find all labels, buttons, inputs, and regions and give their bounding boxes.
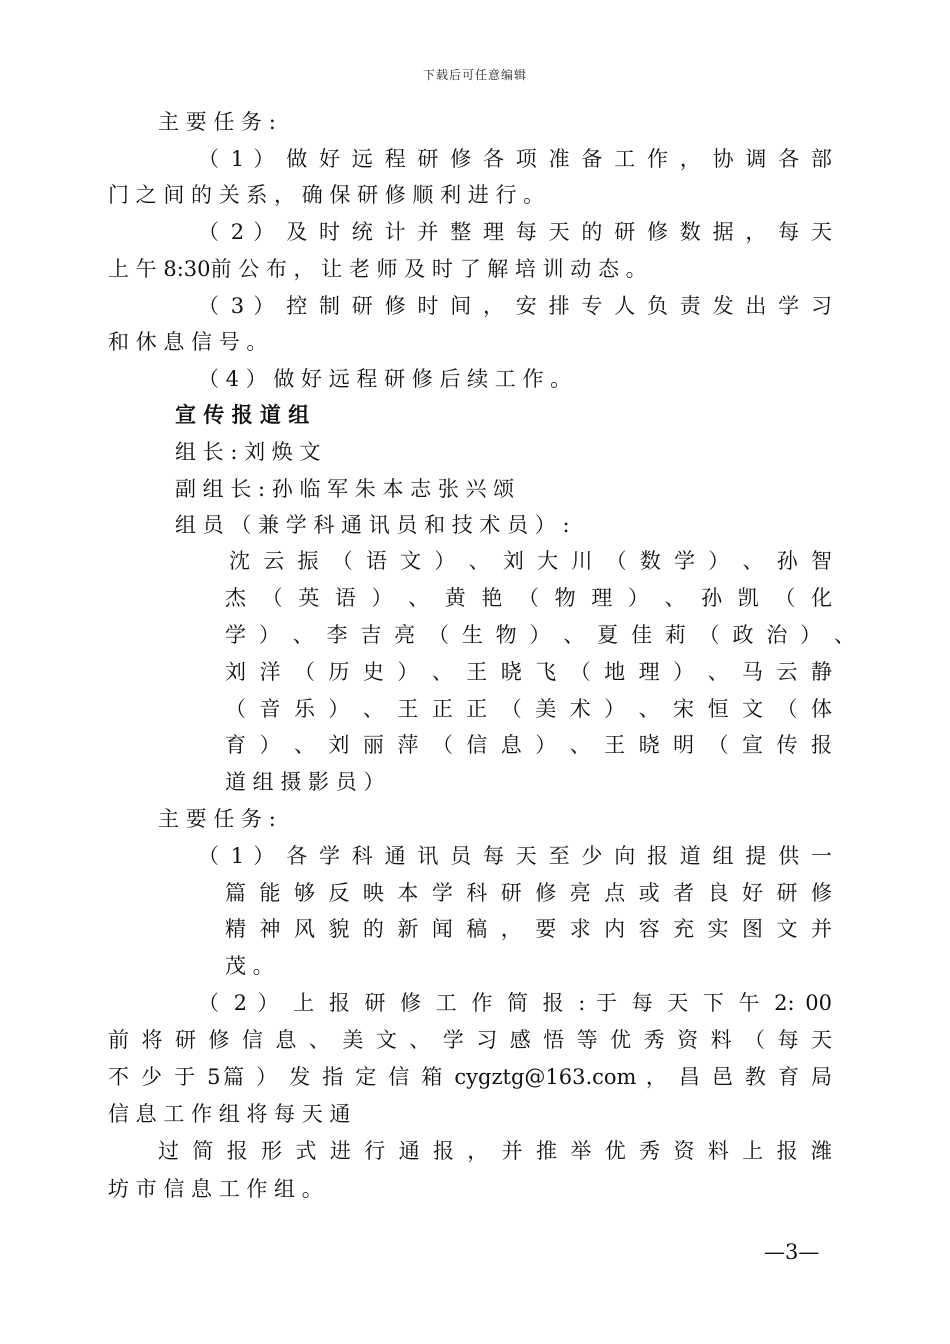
task-line: 和 休 息 信 号 。 [108,330,268,354]
task-line: 门 之 间 的 关 系 ， 确 保 研 修 顺 利 进 行 。 [108,183,545,207]
group-deputy: 副 组 长 : 孙 临 军 朱 本 志 张 兴 颂 [175,477,515,501]
member-line: 道 组 摄 影 员 ） [225,770,385,794]
task-line: 不 少 于 5篇 ） 发 指 定 信 箱 cygztg@163.com ， 昌 邑 教 育 局 [108,1065,832,1089]
task-line: 过 简 报 形 式 进 行 通 报 ， 并 推 举 优 秀 资 料 上 报 潍 [158,1139,832,1163]
task-line: （ 1 ） 各 学 科 通 讯 员 每 天 至 少 向 报 道 组 提 供 一 [198,844,832,868]
page-number: —3— [764,1240,820,1264]
member-line: 杰 （ 英 语 ） 、 黄 艳 （ 物 理 ） 、 孙 凯 （ 化 [225,586,832,610]
group-title: 宣 传 报 道 组 [175,402,310,427]
member-line: （ 音 乐 ） 、 王 正 正 （ 美 术 ） 、 宋 恒 文 （ 体 [225,697,832,721]
task-line: 茂 。 [225,954,274,978]
member-line: 刘 洋 （ 历 史 ） 、 王 晓 飞 （ 地 理 ） 、 马 云 静 [225,660,832,684]
page-header: 下载后可任意编辑 [422,68,527,82]
tasks-heading: 主 要 任 务 : [158,110,276,134]
task-line: （ 2 ） 及 时 统 计 并 整 理 每 天 的 研 修 数 据 ， 每 天 [198,220,832,244]
member-line: 育 ） 、 刘 丽 萍 （ 信 息 ） 、 王 晓 明 （ 宣 传 报 [225,733,832,757]
group-leader: 组 长 : 刘 焕 文 [175,440,321,464]
task-line: 前 将 研 修 信 息 、 美 文 、 学 习 感 悟 等 优 秀 资 料 （ 每 天 [108,1028,832,1052]
task-line: 信 息 工 作 组 将 每 天 通 [108,1102,351,1126]
task-line: 上 午 8:30前 公 布 ， 让 老 师 及 时 了 解 培 训 动 态 。 [108,257,647,281]
member-line: 学 ） 、 李 吉 亮 （ 生 物 ） 、 夏 佳 莉 （ 政 治 ） 、 [225,623,855,647]
task-line: 篇 能 够 反 映 本 学 科 研 修 亮 点 或 者 良 好 研 修 [225,881,832,905]
tasks-heading: 主 要 任 务 : [158,807,276,831]
members-heading: 组 员 （ 兼 学 科 通 讯 员 和 技 术 员 ） : [175,513,570,537]
task-line: 坊 市 信 息 工 作 组 。 [108,1177,323,1201]
task-line: （ 4 ） 做 好 远 程 研 修 后 续 工 作 。 [198,367,572,391]
task-line: （ 3 ） 控 制 研 修 时 间 ， 安 排 专 人 负 责 发 出 学 习 [198,294,832,318]
member-line: 沈 云 振 （ 语 文 ） 、 刘 大 川 （ 数 学 ） 、 孙 智 [229,549,832,573]
task-line: 精 神 风 貌 的 新 闻 稿 ， 要 求 内 容 充 实 图 文 并 [225,917,832,941]
task-line: （ 2 ） 上 报 研 修 工 作 简 报 : 于 每 天 下 午 2: 00 [198,991,832,1015]
task-line: （ 1 ） 做 好 远 程 研 修 各 项 准 备 工 作 ， 协 调 各 部 [198,147,832,171]
